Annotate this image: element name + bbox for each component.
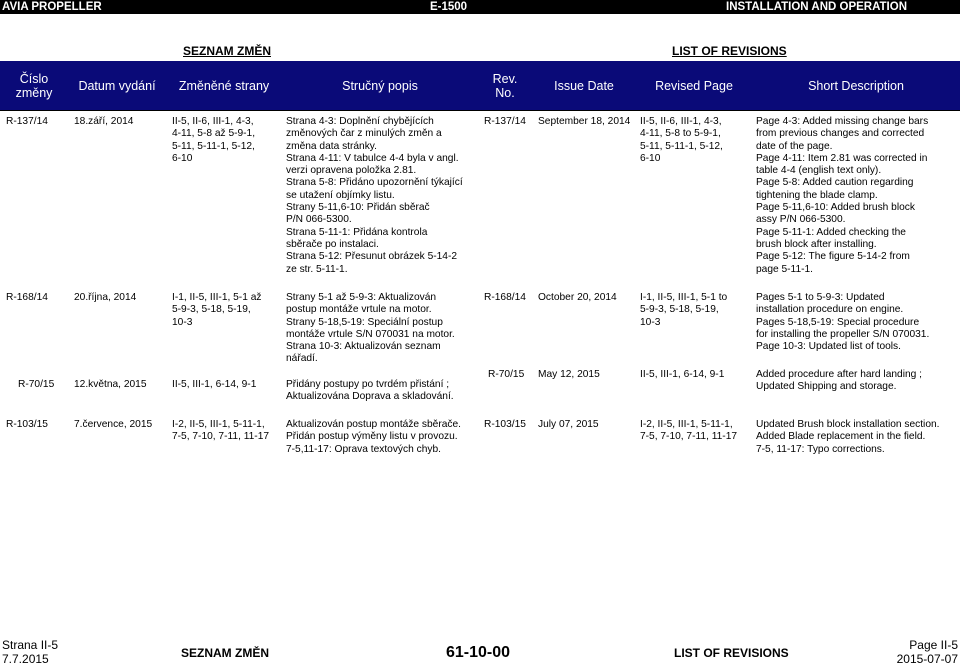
cell-line: Page 10-3: Updated list of tools.: [756, 341, 901, 353]
row2-cz-pages: [172, 292, 261, 329]
row2-en-description: [756, 292, 929, 353]
cell-line: assy P/N 066-5300.: [756, 214, 846, 226]
column-header-changed-pages: Změněné strany: [166, 62, 282, 110]
header-manual-title: INSTALLATION AND OPERATION MANUAL: [726, 1, 908, 27]
cell-line: II-5, II-6, III-1, 4-3,: [640, 116, 722, 127]
cell-line: 5-9-3, 5-18, 5-19,: [172, 304, 251, 316]
cell-line: II-5, II-6, III-1, 4-3,: [172, 116, 254, 127]
cell-line: Pages 5-18,5-19: Special procedure: [756, 316, 920, 328]
row2-en-date: October 20, 2014: [538, 292, 617, 303]
row3-cz-pages: [172, 379, 256, 391]
header-manufacturer: AVIA PROPELLER: [2, 1, 102, 13]
cell-line: Added procedure after hard landing ;: [756, 369, 922, 380]
row4-cz-pages: [172, 419, 269, 444]
cell-line: Strana 5-8: Přidáno upozornění týkající: [286, 177, 463, 189]
row3-en-pages: [640, 369, 724, 381]
footer-page-en: Page II-5: [909, 638, 958, 652]
cell-line: nářadí.: [286, 353, 318, 365]
column-header-label: Číslo změny: [15, 72, 53, 100]
cell-line: Pages 5-1 to 5-9-3: Updated: [756, 292, 885, 303]
title-cz: SEZNAM ZMĚN: [183, 44, 271, 58]
footer-list-of-revisions: LIST OF REVISIONS: [674, 646, 789, 660]
row4-cz-change-no: R-103/15: [6, 419, 48, 430]
cell-line: II-5, III-1, 6-14, 9-1: [172, 379, 257, 390]
row2-cz-description: [286, 292, 455, 366]
cell-line: 7-5, 11-17: Typo corrections.: [756, 443, 885, 455]
cell-line: 4-11, 5-8 to 5-9-1,: [640, 128, 721, 140]
row1-en-pages: [640, 116, 723, 165]
cell-line: for installing the propeller S/N 070031.: [756, 328, 930, 340]
row1-en-description: [756, 116, 928, 276]
cell-line: ze str. 5-11-1.: [286, 263, 348, 275]
cell-line: 5-9-3, 5-18, 5-19,: [640, 304, 719, 316]
cell-line: montáže vrtule S/N 070031 na motor.: [286, 328, 455, 340]
cell-line: I-1, II-5, III-1, 5-1 až: [172, 292, 262, 303]
row2-cz-date: 20.října, 2014: [74, 292, 137, 303]
column-header-change-no: [0, 62, 68, 110]
cell-line: 10-3: [172, 316, 193, 328]
row4-cz-date: 7.července, 2015: [74, 419, 153, 430]
cell-line: změna data stránky.: [286, 140, 377, 152]
cell-line: 10-3: [640, 316, 661, 328]
cell-line: from previous changes and corrected: [756, 128, 925, 140]
column-header-rev-no: [478, 62, 532, 110]
cell-line: table 4-4 (english text only).: [756, 165, 882, 177]
cell-line: Strany 5-1 až 5-9-3: Aktualizován: [286, 292, 437, 303]
cell-line: 4-11, 5-8 až 5-9-1,: [172, 128, 256, 140]
cell-line: Strany 5-18,5-19: Speciální postup: [286, 316, 443, 328]
cell-line: Updated Shipping and storage.: [756, 381, 897, 393]
cell-line: Strana 10-3: Aktualizován seznam: [286, 341, 441, 353]
column-header-label: Rev. No.: [492, 72, 518, 100]
cell-line: P/N 066-5300.: [286, 214, 352, 226]
row3-en-rev-no: R-70/15: [488, 369, 525, 380]
cell-line: 6-10: [172, 152, 193, 164]
header-separator: [0, 110, 960, 111]
column-header-brief-description: Stručný popis: [282, 62, 478, 110]
document-header: [0, 0, 960, 27]
row2-en-pages: [640, 292, 727, 329]
row1-cz-pages: [172, 116, 255, 165]
row3-cz-change-no: R-70/15: [18, 379, 55, 390]
header-model: E-1500: [430, 1, 468, 13]
row4-cz-description: [286, 419, 461, 456]
cell-line: Strana 4-3: Doplnění chybějících: [286, 116, 434, 127]
column-header-issue-date-cz: Datum vydání: [68, 62, 166, 110]
footer-date-cz: 7.7.2015: [2, 652, 49, 666]
cell-line: Page 5-12: The figure 5-14-2 from: [756, 251, 910, 263]
cell-line: Page 5-8: Added caution regarding: [756, 177, 914, 189]
row4-en-description: [756, 419, 939, 456]
cell-line: installation procedure on engine.: [756, 304, 904, 316]
footer-page-cz: Strana II-5: [2, 638, 59, 652]
row4-en-date: July 07, 2015: [538, 419, 599, 430]
title-en: LIST OF REVISIONS: [672, 44, 787, 58]
row3-en-description: [756, 369, 922, 394]
column-header-issue-date: Issue Date: [532, 62, 636, 110]
footer-list-of-changes-cz: SEZNAM ZMĚN: [181, 646, 269, 660]
column-header-revised-page: Revised Page: [636, 62, 752, 110]
cell-line: Přidán postup výměny listu v provozu.: [286, 431, 458, 443]
cell-line: 7-5, 7-10, 7-11, 11-17: [172, 431, 270, 443]
cell-line: postup montáže vrtule na motor.: [286, 304, 432, 316]
row2-en-rev-no: R-168/14: [484, 292, 526, 303]
cell-line: I-2, II-5, III-1, 5-11-1,: [640, 419, 733, 430]
cell-line: sběrače po instalaci.: [286, 238, 379, 250]
cell-line: Updated Brush block installation section.: [756, 419, 940, 430]
cell-line: II-5, III-1, 6-14, 9-1: [640, 369, 725, 380]
row4-en-pages: [640, 419, 737, 444]
footer-chapter-code: 61-10-00: [446, 644, 511, 661]
footer-date-en: 2015-07-07: [896, 652, 958, 666]
cell-line: I-2, II-5, III-1, 5-11-1,: [172, 419, 265, 430]
row1-en-rev-no: R-137/14: [484, 116, 526, 127]
cell-line: Aktualizován postup montáže sběrače.: [286, 419, 461, 430]
cell-line: 5-11, 5-11-1, 5-12,: [172, 140, 255, 152]
cell-line: Strany 5-11,6-10: Přidán sběrač: [286, 202, 430, 214]
cell-line: Strana 4-11: V tabulce 4-4 byla v angl.: [286, 152, 459, 164]
cell-line: Page 5-11,6-10: Added brush block: [756, 202, 915, 214]
row3-cz-description: [286, 379, 454, 404]
row3-cz-date: 12.května, 2015: [74, 379, 147, 390]
cell-line: Strana 5-11-1: Přidána kontrola: [286, 226, 428, 238]
row1-cz-date: 18.září, 2014: [74, 116, 134, 127]
cell-line: 6-10: [640, 152, 661, 164]
row4-en-rev-no: R-103/15: [484, 419, 526, 430]
row1-cz-description: [286, 116, 463, 276]
cell-line: 7-5,11-17: Oprava textových chyb.: [286, 443, 441, 455]
cell-line: Přidány postupy po tvrdém přistání ;: [286, 379, 450, 390]
cell-line: Aktualizována Doprava a skladování.: [286, 391, 454, 403]
cell-line: date of the page.: [756, 140, 833, 152]
row2-cz-change-no: R-168/14: [6, 292, 48, 303]
cell-line: Page 5-11-1: Added checking the: [756, 226, 906, 238]
cell-line: 5-11, 5-11-1, 5-12,: [640, 140, 723, 152]
cell-line: Page 4-3: Added missing change bars: [756, 116, 929, 127]
row1-en-date: September 18, 2014: [538, 116, 631, 127]
cell-line: 7-5, 7-10, 7-11, 11-17: [640, 431, 738, 443]
cell-line: brush block after installing.: [756, 238, 877, 250]
cell-line: I-1, II-5, III-1, 5-1 to: [640, 292, 728, 303]
cell-line: Added Blade replacement in the field.: [756, 431, 926, 443]
row1-cz-change-no: R-137/14: [6, 116, 48, 127]
cell-line: Strana 5-12: Přesunut obrázek 5-14-2: [286, 251, 458, 263]
cell-line: se utažení objímky listu.: [286, 189, 395, 201]
cell-line: změnových čar z minulých změn a: [286, 128, 442, 140]
cell-line: Page 4-11: Item 2.81 was corrected in: [756, 152, 928, 164]
cell-line: verzi opravena položka 2.81.: [286, 165, 417, 177]
column-header-short-description: Short Description: [752, 62, 960, 110]
cell-line: page 5-11-1.: [756, 263, 814, 275]
cell-line: tightening the blade clamp.: [756, 189, 878, 201]
row3-en-date: May 12, 2015: [538, 369, 600, 380]
